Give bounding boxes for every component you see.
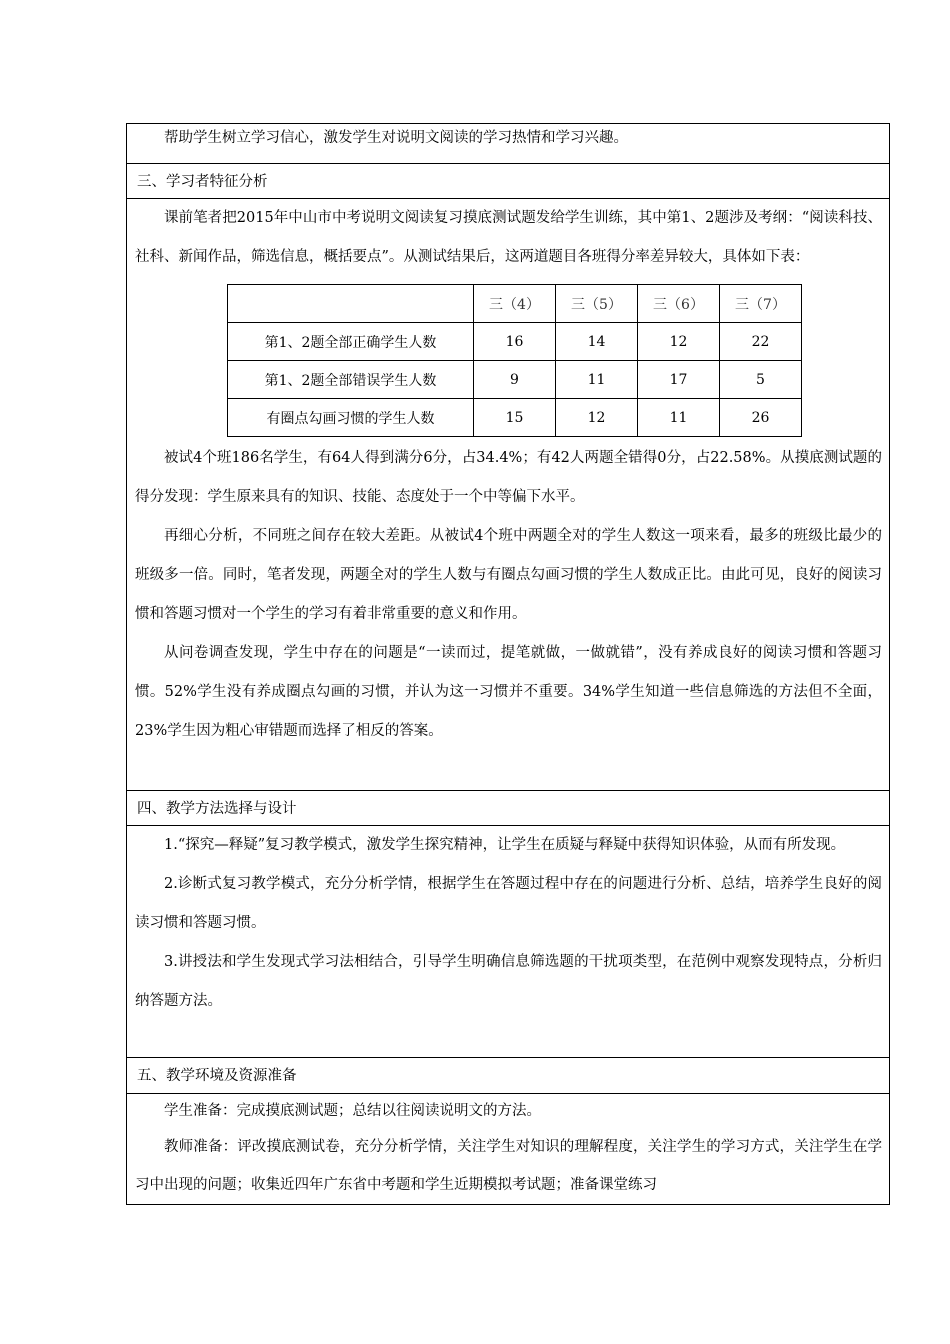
resources-heading: 五、教学环境及资源准备	[137, 1068, 297, 1084]
intro-paragraph: 帮助学生树立学习信心，激发学生对说明文阅读的学习热情和学习兴趣。	[164, 130, 628, 146]
score-table-corner-cell	[228, 285, 474, 323]
methods-section	[127, 826, 889, 1058]
score-table-row	[228, 323, 802, 361]
score-table-row-label: 第1、2题全部错误学生人数	[228, 361, 474, 399]
methods-heading: 四、教学方法选择与设计	[137, 801, 297, 817]
score-table-cell: 17	[638, 361, 720, 399]
score-table-cell: 9	[474, 361, 556, 399]
score-table-cell: 5	[720, 361, 802, 399]
teacher-preparation: 教师准备：评改摸底测试卷，充分分析学情，关注学生对知识的理解程度，关注学生的学习方式，关注学生在学习中出现的问题；收集近四年广东省中考题和学生近期模拟考试题；准备课堂练习	[135, 1139, 882, 1193]
resources-section	[127, 1094, 889, 1204]
score-table-cell: 12	[638, 323, 720, 361]
score-table	[227, 284, 802, 437]
resources-heading-row	[127, 1058, 889, 1094]
intro-section	[127, 124, 889, 164]
score-table-row-label: 第1、2题全部正确学生人数	[228, 323, 474, 361]
learner-paragraph-2: 被试4个班186名学生，有64人得到满分6分，占34.4%；有42人两题全错得0分，占22.58%。从摸底测试题的得分发现：学生原来具有的知识、技能、态度处于一个中等偏下水平。	[135, 450, 882, 505]
lesson-plan-table	[126, 123, 890, 1205]
learner-heading-row	[127, 164, 889, 199]
learner-paragraph-3: 再细心分析，不同班之间存在较大差距。从被试4个班中两题全对的学生人数这一项来看，最多的班级比最少的班级多一倍。同时，笔者发现，两题全对的学生人数与有圈点勾画习惯的学生人数成正比。由此可见，良好的阅读习惯和答题习惯对一个学生的学习有着非常重要的意义和作用。	[135, 528, 882, 622]
score-table-cell: 22	[720, 323, 802, 361]
student-preparation: 学生准备：完成摸底测试题；总结以往阅读说明文的方法。	[164, 1103, 541, 1119]
score-table-cell: 14	[556, 323, 638, 361]
score-table-column-header: 三（4）	[474, 285, 556, 323]
method-item: 1.“探究—释疑”复习教学模式，激发学生探究精神，让学生在质疑与释疑中获得知识体验，从而有所发现。	[164, 837, 846, 853]
score-table-column-header: 三（5）	[556, 285, 638, 323]
score-table-cell: 16	[474, 323, 556, 361]
score-table-cell: 12	[556, 399, 638, 437]
learner-analysis-section	[127, 199, 889, 791]
score-table-row	[228, 399, 802, 437]
score-table-row-label: 有圈点勾画习惯的学生人数	[228, 399, 474, 437]
score-table-row	[228, 361, 802, 399]
score-table-column-header: 三（6）	[638, 285, 720, 323]
score-table-column-header: 三（7）	[720, 285, 802, 323]
score-table-cell: 15	[474, 399, 556, 437]
score-table-cell: 11	[638, 399, 720, 437]
method-item: 3.讲授法和学生发现式学习法相结合，引导学生明确信息筛选题的干扰项类型，在范例中观察发现特点，分析归纳答题方法。	[135, 954, 882, 1009]
score-table-cell: 11	[556, 361, 638, 399]
learner-paragraph-4: 从问卷调查发现，学生中存在的问题是“一读而过，提笔就做，一做就错”，没有养成良好的阅读习惯和答题习惯。52%学生没有养成圈点勾画的习惯，并认为这一习惯并不重要。34%学生知道一些信息筛选的方法但不全面，23%学生因为粗心审错题而选择了相反的答案。	[135, 645, 882, 739]
score-table-header-row	[228, 285, 802, 323]
methods-heading-row	[127, 791, 889, 826]
learner-paragraph-1: 课前笔者把2015年中山市中考说明文阅读复习摸底测试题发给学生训练，其中第1、2题涉及考纲：“阅读科技、社科、新闻作品，筛选信息，概括要点”。从测试结果后，这两道题目各班得分率差异较大，具体如下表：	[135, 210, 882, 265]
method-item: 2.诊断式复习教学模式，充分分析学情，根据学生在答题过程中存在的问题进行分析、总结，培养学生良好的阅读习惯和答题习惯。	[135, 876, 882, 931]
score-table-cell: 26	[720, 399, 802, 437]
learner-heading: 三、学习者特征分析	[137, 174, 268, 190]
